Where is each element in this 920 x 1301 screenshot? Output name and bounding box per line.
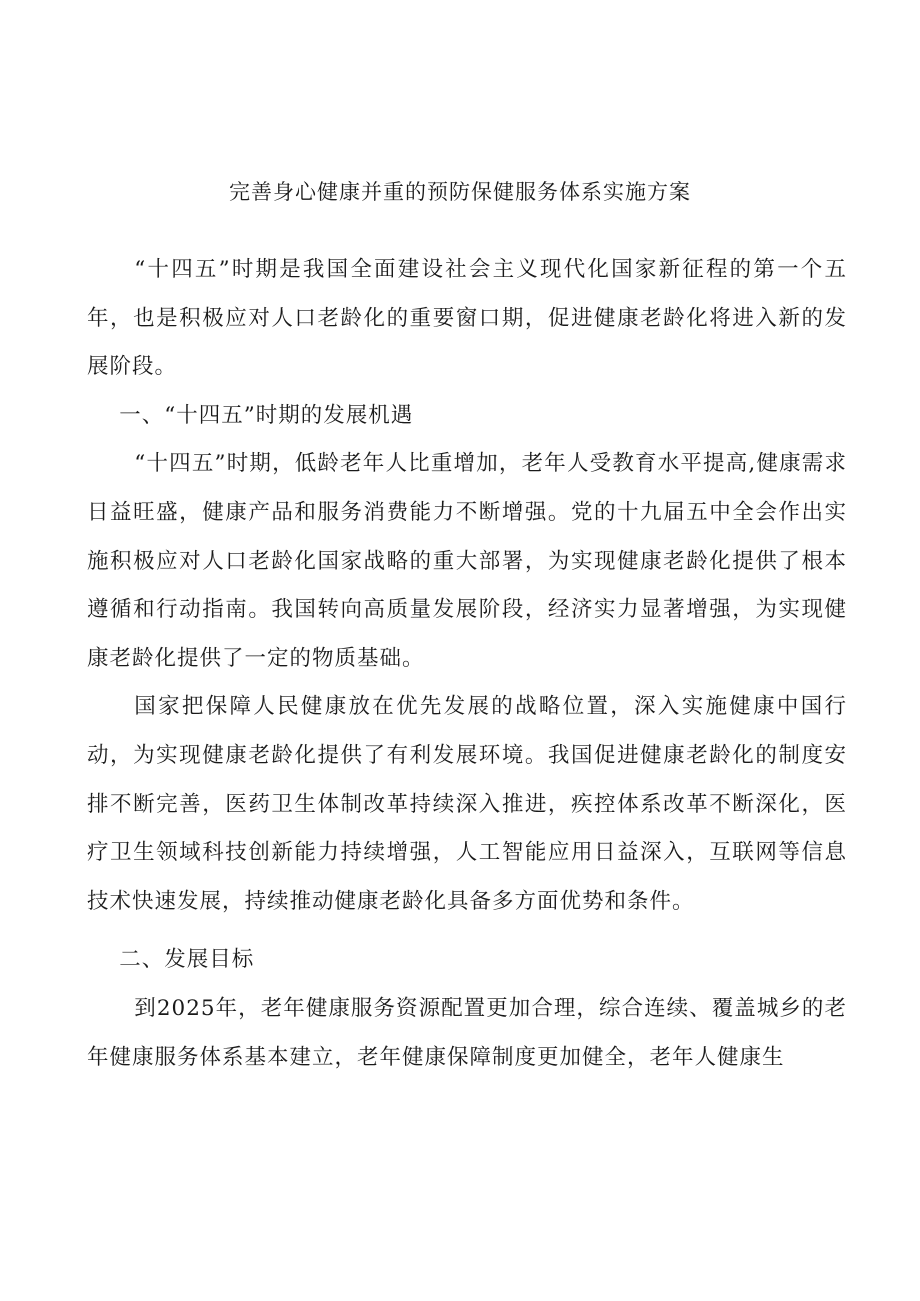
section-1-heading: 一、“十四五”时期的发展机遇 (119, 402, 414, 428)
intro-paragraph: “十四五”时期是我国全面建设社会主义现代化国家新征程的第一个五年，也是积极应对人口老龄化的重要窗口期，促进健康老龄化将进入新的发展阶段。 (87, 257, 847, 380)
document-title: 完善身心健康并重的预防保健服务体系实施方案 (229, 180, 691, 204)
document-body (87, 246, 847, 1082)
section-1-paragraph-1: “十四五”时期，低龄老年人比重增加，老年人受教育水平提高,健康需求日益旺盛，健康产品和服务消费能力不断增强。党的十九届五中全会作出实施积极应对人口老龄化国家战略的重大部署，为实现健康老龄化提供了根本遵循和行动指南。我国转向高质量发展阶段，经济实力显著增强，为实现健康老龄化提供了一定的物质基础。 (87, 451, 847, 671)
section-1-paragraph-2: 国家把保障人民健康放在优先发展的战略位置，深入实施健康中国行动，为实现健康老龄化提供了有利发展环境。我国促进健康老龄化的制度安排不断完善，医药卫生体制改革持续深入推进，疾控体系改革不断深化，医疗卫生领域科技创新能力持续增强，人工智能应用日益深入，互联网等信息技术快速发展，持续推动健康老龄化具备多方面优势和条件。 (87, 694, 847, 914)
section-2-paragraph-1: 到2025年，老年健康服务资源配置更加合理，综合连续、覆盖城乡的老年健康服务体系基本建立，老年健康保障制度更加健全，老年人健康生 (87, 995, 847, 1070)
section-spacer (87, 926, 847, 936)
section-2-heading: 二、发展目标 (119, 947, 255, 973)
